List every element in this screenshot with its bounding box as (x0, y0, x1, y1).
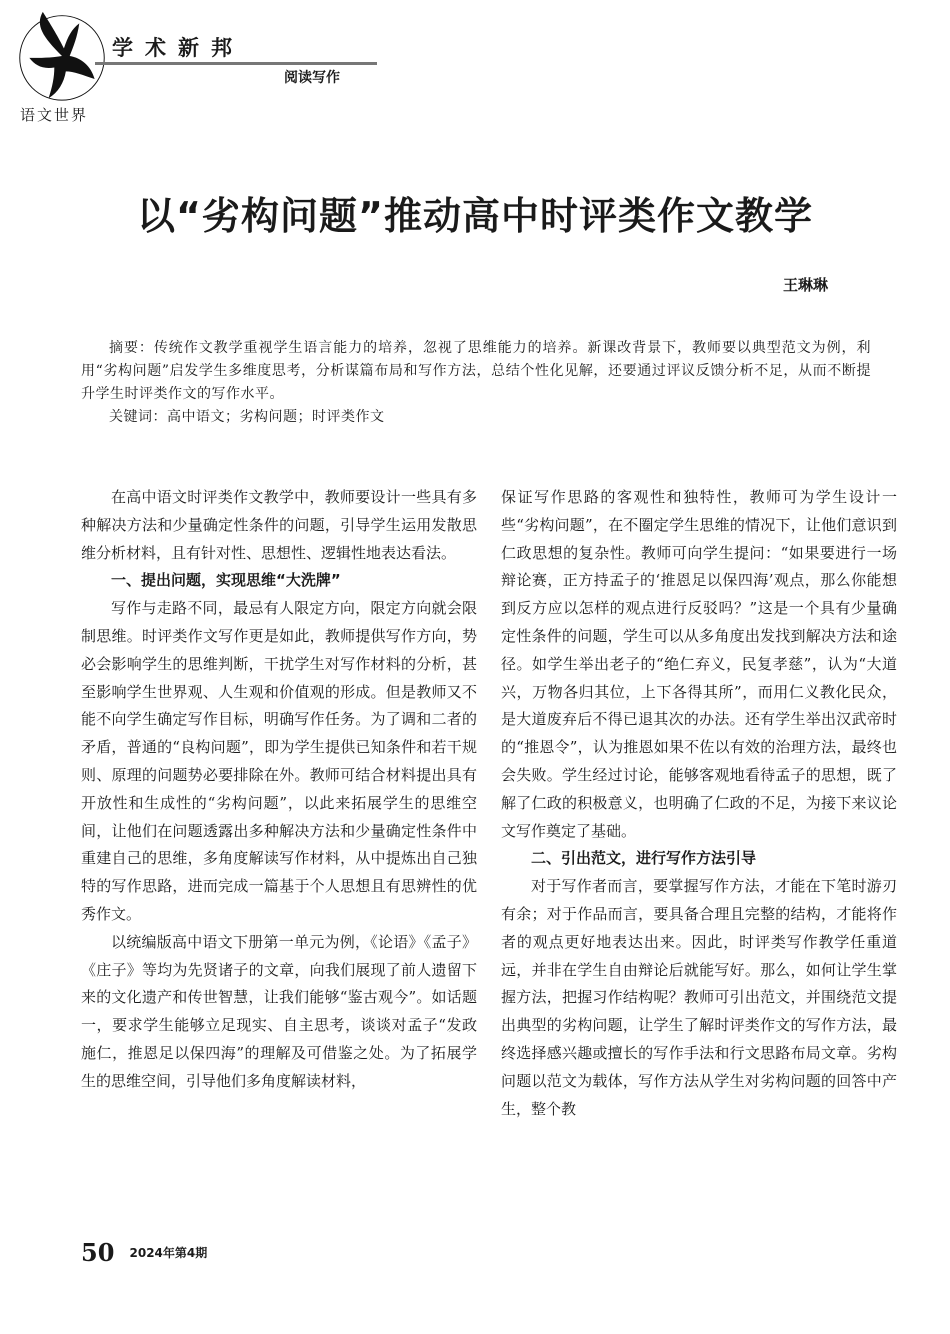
right-column (501, 484, 897, 1123)
article-author: 王琳琳 (782, 276, 828, 294)
section-heading-2: 二、引出范文，进行写作方法引导 (531, 849, 757, 868)
section-name: 阅读写作 (284, 70, 340, 86)
section-heading-1: 一、提出问题，实现思维“大洗牌” (111, 571, 341, 590)
bird-logo-icon (14, 8, 110, 104)
page-header (0, 0, 950, 130)
article-title: 以“劣构问题”推动高中时评类作文教学 (137, 194, 813, 239)
column-name: 学术新邦 (112, 36, 244, 60)
paragraph: 以统编版高中语文下册第一单元为例，《论语》《孟子》《庄子》等均为先贤诸子的文章，向我们展现了前人遗留下来的文化遗产和传世智慧，让我们能够“鉴古观今”。如话题一，要求学生能够立足现实、自主思考，谈谈对孟子“发政施仁，推恩足以保四海”的理解及可借鉴之处。为了拓展学生的思维空间，引导他们多角度解读材料， (81, 932, 477, 1090)
header-rule (95, 62, 377, 65)
keywords-text: 关键词：高中语文；劣构问题；时评类作文 (109, 409, 385, 425)
page-footer (81, 1238, 207, 1267)
left-column (81, 484, 477, 1096)
paragraph: 保证写作思路的客观性和独特性，教师可为学生设计一些“劣构问题”，在不圈定学生思维的情况下，让他们意识到仁政思想的复杂性。教师可向学生提问：“如果要进行一场辩论赛，正方持孟子的‘推恩足以保四海’观点，那么你能想到反方应以怎样的观点进行反驳吗？”这是一个具有少量确定性条件的问题，学生可以从多角度出发找到解决方法和途径。如学生举出老子的“绝仁弃义，民复孝慈”，认为“大道兴，万物各归其位，上下各得其所”，而用仁义教化民众，是大道废弃后不得已退其次的办法。还有学生举出汉武帝时的“推恩令”，认为推恩如果不佐以有效的治理方法，最终也会失败。学生经过讨论，能够客观地看待孟子的思想，既了解了仁政的积极意义，也明确了仁政的不足，为接下来议论文写作奠定了基础。 (501, 488, 897, 840)
paragraph: 对于写作者而言，要掌握写作方法，才能在下笔时游刃有余；对于作品而言，要具备合理且完整的结构，才能将作者的观点更好地表达出来。因此，时评类写作教学任重道远，并非在学生自由辩论后就能写好。那么，如何让学生掌握方法，把握习作结构呢？教师可引出范文，并围绕范文提出典型的劣构问题，让学生了解时评类作文的写作方法，最终选择感兴趣或擅长的写作手法和行文思路布局文章。劣构问题以范文为载体，写作方法从学生对劣构问题的回答中产生，整个教 (501, 877, 897, 1118)
paragraph: 在高中语文时评类作文教学中，教师要设计一些具有多种解决方法和少量确定性条件的问题，引导学生运用发散思维分析材料，且有针对性、思想性、逻辑性地表达看法。 (81, 488, 477, 562)
page-number: 50 (81, 1238, 115, 1267)
magazine-name: 语文世界 (20, 106, 89, 124)
issue-label: 2024年第4期 (129, 1246, 208, 1260)
abstract-text: 摘要：传统作文教学重视学生语言能力的培养，忽视了思维能力的培养。新课改背景下，教师要以典型范文为例，利用“劣构问题”启发学生多维度思考，分析谋篇布局和写作方法，总结个性化见解，还要通过评议反馈分析不足，从而不断提升学生时评类作文的写作水平。 (81, 340, 871, 402)
paragraph: 写作与走路不同，最忌有人限定方向，限定方向就会限制思维。时评类作文写作更是如此，教师提供写作方向，势必会影响学生的思维判断，干扰学生对写作材料的分析，甚至影响学生世界观、人生观和价值观的形成。但是教师又不能不向学生确定写作目标，明确写作任务。为了调和二者的矛盾，普通的“良构问题”，即为学生提供已知条件和若干规则、原理的问题势必要排除在外。教师可结合材料提出具有开放性和生成性的“劣构问题”，以此来拓展学生的思维空间，让他们在问题透露出多种解决方法和少量确定性条件中重建自己的思维，多角度解读写作材料，从中提炼出自己独特的写作思路，进而完成一篇基于个人思想且有思辨性的优秀作文。 (81, 599, 477, 923)
abstract-block (81, 337, 871, 429)
